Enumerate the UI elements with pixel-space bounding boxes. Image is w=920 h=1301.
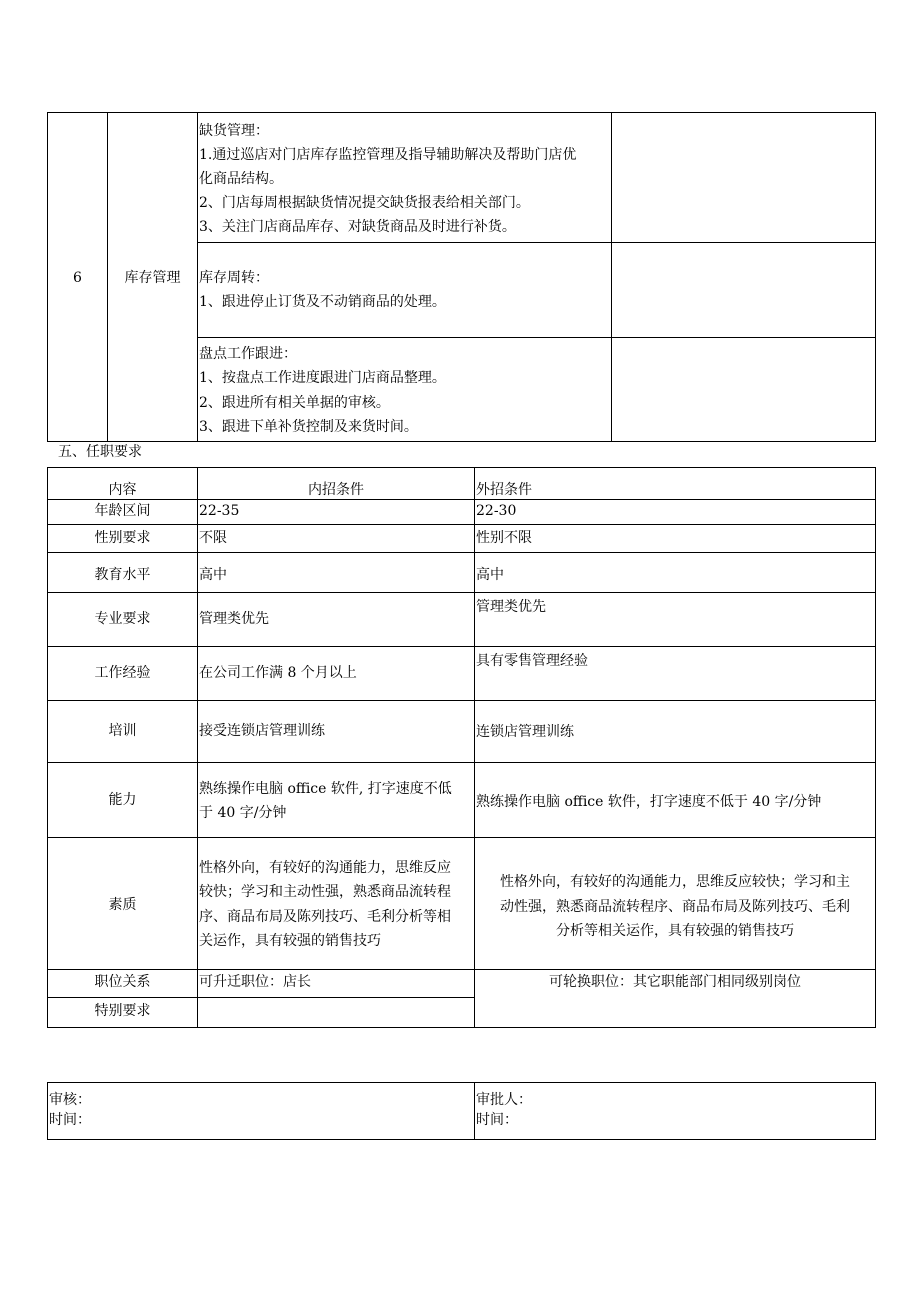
internal-experience: 在公司工作满 8 个月以上 xyxy=(199,665,357,681)
internal-quality-line: 关运作，具有较强的销售技巧 xyxy=(199,933,381,949)
internal-training: 接受连锁店管理训练 xyxy=(199,723,325,739)
header-internal: 内招条件 xyxy=(308,482,364,498)
external-quality-line: 动性强，熟悉商品流转程序、商品布局及陈列技巧、毛利 xyxy=(500,899,850,915)
approver-time-label: 时间： xyxy=(476,1112,518,1128)
section-line: 2、跟进所有相关单据的审核。 xyxy=(199,395,390,411)
internal-gender: 不限 xyxy=(199,530,227,546)
section-line: 3、关注门店商品库存、对缺货商品及时进行补货。 xyxy=(199,219,516,235)
internal-quality-line: 性格外向，有较好的沟通能力，思维反应 xyxy=(199,860,451,876)
section-line: 化商品结构。 xyxy=(199,171,283,187)
internal-quality-line: 较快；学习和主动性强，熟悉商品流转程 xyxy=(199,884,451,900)
row-label-gender: 性别要求 xyxy=(94,530,151,546)
duty-number: 6 xyxy=(73,270,82,286)
row-label-experience: 工作经验 xyxy=(94,665,151,681)
external-quality-line: 性格外向，有较好的沟通能力，思维反应较快；学习和主 xyxy=(500,874,850,890)
header-content: 内容 xyxy=(108,482,137,498)
section-heading: 五、任职要求 xyxy=(58,444,142,460)
external-education: 高中 xyxy=(476,567,504,583)
section-line: 1.通过巡店对门店库存监控管理及指导辅助解决及帮助门店优 xyxy=(199,147,577,163)
row-label-position: 职位关系 xyxy=(94,974,151,990)
row-label-training: 培训 xyxy=(108,723,137,739)
external-quality-line: 分析等相关运作，具有较强的销售技巧 xyxy=(556,923,794,939)
external-position: 可轮换职位：其它职能部门相同级别岗位 xyxy=(549,974,801,990)
external-age: 22-30 xyxy=(476,503,517,519)
internal-quality-line: 序、商品布局及陈列技巧、毛利分析等相 xyxy=(199,909,451,925)
internal-position: 可升迁职位：店长 xyxy=(199,974,311,990)
row-label-age: 年龄区间 xyxy=(94,503,151,519)
row-label-ability: 能力 xyxy=(108,792,137,808)
approver-label: 审批人： xyxy=(476,1092,532,1108)
section-line: 2、门店每周根据缺货情况提交缺货报表给相关部门。 xyxy=(199,195,530,211)
external-experience: 具有零售管理经验 xyxy=(476,653,588,669)
review-label: 审核： xyxy=(49,1092,91,1108)
external-major: 管理类优先 xyxy=(476,599,546,615)
internal-age: 22-35 xyxy=(199,503,240,519)
duty-category: 库存管理 xyxy=(124,270,181,286)
external-ability: 熟练操作电脑 office 软件，打字速度不低于 40 字/分钟 xyxy=(476,794,822,810)
row-label-quality: 素质 xyxy=(108,897,137,913)
internal-major: 管理类优先 xyxy=(199,611,269,627)
section-title: 盘点工作跟进： xyxy=(199,346,297,362)
external-training: 连锁店管理训练 xyxy=(476,724,574,740)
review-time-label: 时间： xyxy=(49,1112,91,1128)
section-line: 1、跟进停止订货及不动销商品的处理。 xyxy=(199,294,446,310)
section-line: 3、跟进下单补货控制及来货时间。 xyxy=(199,419,418,435)
row-label-education: 教育水平 xyxy=(94,567,151,583)
internal-ability-line: 于 40 字/分钟 xyxy=(199,805,287,821)
section-title: 库存周转： xyxy=(199,270,269,286)
external-gender: 性别不限 xyxy=(476,530,532,546)
section-line: 1、按盘点工作进度跟进门店商品整理。 xyxy=(199,370,446,386)
row-label-major: 专业要求 xyxy=(94,611,151,627)
header-external: 外招条件 xyxy=(476,482,532,498)
row-label-special: 特别要求 xyxy=(94,1003,151,1019)
internal-education: 高中 xyxy=(199,567,227,583)
section-title: 缺货管理： xyxy=(199,123,269,139)
internal-ability-line: 熟练操作电脑 office 软件, 打字速度不低 xyxy=(199,781,452,797)
